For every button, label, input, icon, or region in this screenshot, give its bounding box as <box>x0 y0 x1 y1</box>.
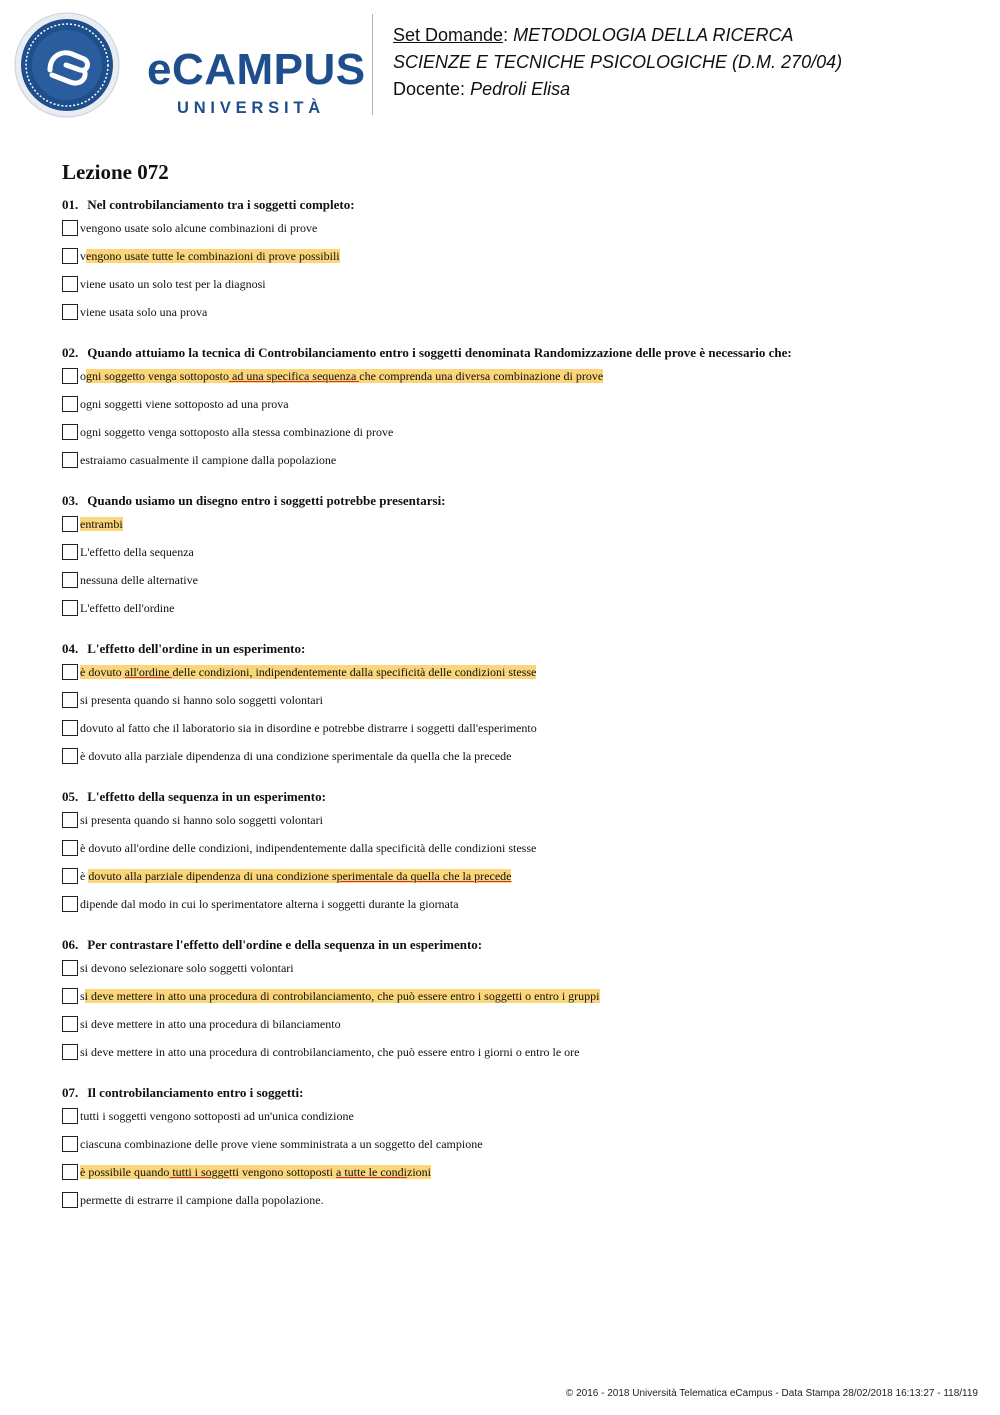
answer-text <box>80 369 603 383</box>
ecampus-emblem-icon <box>14 12 120 118</box>
answer-text <box>80 277 266 291</box>
highlighted-text: delle condizioni, indipendentemente dalla specificità delle condizioni stesse <box>172 665 537 679</box>
question-text <box>62 346 962 368</box>
set-title-line1: Set Domande: METODOLOGIA DELLA RICERCA <box>393 25 794 45</box>
answer-checkbox[interactable] <box>62 1108 78 1124</box>
answer-checkbox[interactable] <box>62 896 78 912</box>
answer-checkbox[interactable] <box>62 960 78 976</box>
answer-text <box>80 425 393 439</box>
answer-text <box>80 1137 483 1151</box>
answer-option[interactable] <box>62 248 962 276</box>
question-06 <box>62 938 962 1072</box>
answer-text <box>80 1017 341 1031</box>
answer-text <box>80 397 289 411</box>
answer-text <box>80 989 600 1003</box>
answer-option[interactable] <box>62 896 962 924</box>
answer-text <box>80 897 459 911</box>
set-label: Set Domande <box>393 25 504 45</box>
answer-checkbox[interactable] <box>62 720 78 736</box>
answer-checkbox[interactable] <box>62 664 78 680</box>
answer-text-segment: nessuna delle alternative <box>80 573 198 587</box>
answer-text <box>80 517 123 531</box>
answer-text-segment: L'effetto dell'ordine <box>80 601 175 615</box>
answer-text-segment: v <box>80 249 86 263</box>
answer-text <box>80 841 536 855</box>
answer-option[interactable] <box>62 544 962 572</box>
answer-text-segment: tutti i soggetti vengono sottoposti ad un'unica condizione <box>80 1109 354 1123</box>
question-02 <box>62 346 962 480</box>
question-label: Il controbilanciamento entro i soggetti: <box>87 1085 304 1100</box>
highlighted-text: all'ordine <box>124 665 173 679</box>
answer-text-segment: è <box>80 869 89 883</box>
answer-option[interactable] <box>62 748 962 776</box>
answer-option[interactable] <box>62 692 962 720</box>
answer-checkbox[interactable] <box>62 748 78 764</box>
answer-checkbox[interactable] <box>62 988 78 1004</box>
answer-checkbox[interactable] <box>62 368 78 384</box>
answer-text-segment: è dovuto all'ordine delle condizioni, indipendentemente dalla specificità delle condizioni stesse <box>80 841 537 855</box>
question-list <box>62 198 962 1234</box>
teacher-line <box>393 76 842 103</box>
question-07 <box>62 1086 962 1220</box>
question-number: 05. <box>62 789 79 804</box>
answer-checkbox[interactable] <box>62 276 78 292</box>
answer-option[interactable] <box>62 424 962 452</box>
answer-text <box>80 749 511 763</box>
answer-text <box>80 573 198 587</box>
question-01 <box>62 198 962 332</box>
answer-text-segment: L'effetto della sequenza <box>80 545 194 559</box>
answer-text-segment: estraiamo casualmente il campione dalla popolazione <box>80 453 337 467</box>
highlighted-text: engono usate tutte le combinazioni di prove possibili <box>86 249 340 263</box>
highlighted-text: gni soggetto venga sottoposto <box>86 369 229 383</box>
answer-text <box>80 961 294 975</box>
highlighted-text: dovuto alla parziale dipendenza di una condizione s <box>88 869 337 883</box>
header-info <box>393 22 842 103</box>
answer-text-segment: o <box>80 369 86 383</box>
answer-option[interactable] <box>62 452 962 480</box>
logo-subtext: UNIVERSITÀ <box>177 99 325 117</box>
answer-checkbox[interactable] <box>62 544 78 560</box>
question-label: Quando attuiamo la tecnica di Controbilanciamento entro i soggetti denominata Randomizzazione delle prove è necessario che: <box>87 345 792 360</box>
answer-option[interactable] <box>62 988 962 1016</box>
answer-text-segment: dovuto al fatto che il laboratorio sia in disordine e potrebbe distrarre i soggetti dall'esperimento <box>80 721 537 735</box>
answer-option[interactable] <box>62 276 962 304</box>
question-number: 03. <box>62 493 79 508</box>
ecampus-logo <box>14 12 374 122</box>
answer-option[interactable] <box>62 220 962 248</box>
teacher-name: Pedroli Elisa <box>470 79 571 99</box>
answer-text-segment: ciascuna combinazione delle prove viene somministrata a un soggetto del campione <box>80 1137 483 1151</box>
highlighted-text: entrambi <box>80 517 123 531</box>
answer-option[interactable] <box>62 868 962 896</box>
answer-checkbox[interactable] <box>62 1164 78 1180</box>
answer-option[interactable] <box>62 1044 962 1072</box>
answer-option[interactable] <box>62 368 962 396</box>
answer-text <box>80 1165 431 1179</box>
question-label: Nel controbilanciamento tra i soggetti completo: <box>87 197 355 212</box>
answer-option[interactable] <box>62 396 962 424</box>
answer-text-segment: si presenta quando si hanno solo soggetti volontari <box>80 693 323 707</box>
set-title-course: METODOLOGIA DELLA RICERCA <box>513 25 794 45</box>
question-text <box>62 1086 962 1108</box>
answer-text-segment: è dovuto alla parziale dipendenza di una condizione sperimentale da quella che la precede <box>80 749 512 763</box>
answer-checkbox[interactable] <box>62 220 78 236</box>
answer-checkbox[interactable] <box>62 840 78 856</box>
set-title-line2 <box>393 49 842 76</box>
highlighted-text: a tutte le condi <box>336 1165 407 1179</box>
question-text <box>62 198 962 220</box>
question-number: 01. <box>62 197 79 212</box>
question-text <box>62 494 962 516</box>
answer-option[interactable] <box>62 1108 962 1136</box>
question-label: Per contrastare l'effetto dell'ordine e della sequenza in un esperimento: <box>87 937 483 952</box>
answer-text-segment: si devono selezionare solo soggetti volontari <box>80 961 294 975</box>
highlighted-text: perimentale da quella che la precede <box>336 869 512 883</box>
teacher-label: Docente: <box>393 79 466 99</box>
question-text <box>62 790 962 812</box>
answer-option[interactable] <box>62 720 962 748</box>
question-text <box>62 642 962 664</box>
answer-text <box>80 453 336 467</box>
answer-option[interactable] <box>62 1016 962 1044</box>
highlighted-text: tutti i sogge <box>169 1165 229 1179</box>
answer-option[interactable] <box>62 572 962 600</box>
answer-checkbox[interactable] <box>62 812 78 828</box>
question-label: L'effetto della sequenza in un esperimento: <box>87 789 326 804</box>
answer-text <box>80 1045 579 1059</box>
answer-text-segment: si deve mettere in atto una procedura di controbilanciamento, che può essere entro i giorni o entro le ore <box>80 1045 580 1059</box>
highlighted-text: i deve mettere in atto una procedura di controbilanciamento, che può essere entro i soggetti o entro i gruppi <box>84 989 600 1003</box>
answer-option[interactable] <box>62 304 962 332</box>
question-number: 04. <box>62 641 79 656</box>
answer-checkbox[interactable] <box>62 452 78 468</box>
highlighted-text: tti vengono sottoposti <box>229 1165 337 1179</box>
answer-checkbox[interactable] <box>62 304 78 320</box>
question-number: 02. <box>62 345 79 360</box>
highlighted-text: che comprenda una diversa combinazione di prove <box>359 369 604 383</box>
answer-text <box>80 813 323 827</box>
answer-option[interactable] <box>62 840 962 868</box>
answer-text <box>80 221 317 235</box>
answer-checkbox[interactable] <box>62 516 78 532</box>
header-divider <box>372 14 373 115</box>
answer-checkbox[interactable] <box>62 396 78 412</box>
highlighted-text: ad una specifica sequenza <box>229 369 360 383</box>
answer-checkbox[interactable] <box>62 424 78 440</box>
question-03 <box>62 494 962 628</box>
answer-text <box>80 601 174 615</box>
answer-text-segment: viene usato un solo test per la diagnosi <box>80 277 266 291</box>
answer-checkbox[interactable] <box>62 1136 78 1152</box>
answer-text-segment: si deve mettere in atto una procedura di bilanciamento <box>80 1017 341 1031</box>
answer-checkbox[interactable] <box>62 1016 78 1032</box>
answer-text <box>80 249 340 263</box>
answer-checkbox[interactable] <box>62 1192 78 1208</box>
question-05 <box>62 790 962 924</box>
answer-text <box>80 665 536 679</box>
question-04 <box>62 642 962 776</box>
answer-checkbox[interactable] <box>62 1044 78 1060</box>
answer-checkbox[interactable] <box>62 868 78 884</box>
logo-wordmark: eCAMPUS <box>147 45 366 94</box>
answer-checkbox[interactable] <box>62 248 78 264</box>
answer-option[interactable] <box>62 1136 962 1164</box>
answer-text-segment: dipende dal modo in cui lo sperimentatore alterna i soggetti durante la giornata <box>80 897 459 911</box>
answer-text-segment: s <box>80 989 85 1003</box>
answer-checkbox[interactable] <box>62 692 78 708</box>
answer-text-segment: viene usata solo una prova <box>80 305 208 319</box>
answer-option[interactable] <box>62 664 962 692</box>
question-label: Quando usiamo un disegno entro i soggetti potrebbe presentarsi: <box>87 493 446 508</box>
answer-option[interactable] <box>62 1164 962 1192</box>
answer-text-segment: vengono usate solo alcune combinazioni di prove <box>80 221 318 235</box>
question-number: 07. <box>62 1085 79 1100</box>
answer-text <box>80 545 194 559</box>
answer-text <box>80 693 323 707</box>
answer-text <box>80 1109 354 1123</box>
highlighted-text: è possibile quando <box>80 1165 170 1179</box>
answer-text <box>80 721 537 735</box>
answer-text <box>80 869 511 883</box>
question-text <box>62 938 962 960</box>
answer-text <box>80 305 207 319</box>
page-footer: © 2016 - 2018 Università Telematica eCampus - Data Stampa 28/02/2018 16:13:27 - 118/119 <box>565 1388 978 1399</box>
question-number: 06. <box>62 937 79 952</box>
answer-option[interactable] <box>62 600 962 628</box>
question-label: L'effetto dell'ordine in un esperimento: <box>87 641 306 656</box>
answer-option[interactable] <box>62 1192 962 1220</box>
answer-option[interactable] <box>62 516 962 544</box>
answer-text <box>80 1193 324 1207</box>
answer-checkbox[interactable] <box>62 600 78 616</box>
set-title-program: SCIENZE E TECNICHE PSICOLOGICHE (D.M. 270/04) <box>393 52 843 72</box>
answer-text-segment: permette di estrarre il campione dalla popolazione. <box>80 1193 324 1207</box>
answer-text-segment: ogni soggetto venga sottoposto alla stessa combinazione di prove <box>80 425 394 439</box>
answer-option[interactable] <box>62 960 962 988</box>
highlighted-text: è dovuto <box>80 665 125 679</box>
answer-text-segment: si presenta quando si hanno solo soggetti volontari <box>80 813 323 827</box>
answer-option[interactable] <box>62 812 962 840</box>
answer-text-segment: ogni soggetti viene sottoposto ad una prova <box>80 397 289 411</box>
lesson-title: Lezione 072 <box>62 160 169 184</box>
answer-checkbox[interactable] <box>62 572 78 588</box>
highlighted-text: zioni <box>407 1165 431 1179</box>
